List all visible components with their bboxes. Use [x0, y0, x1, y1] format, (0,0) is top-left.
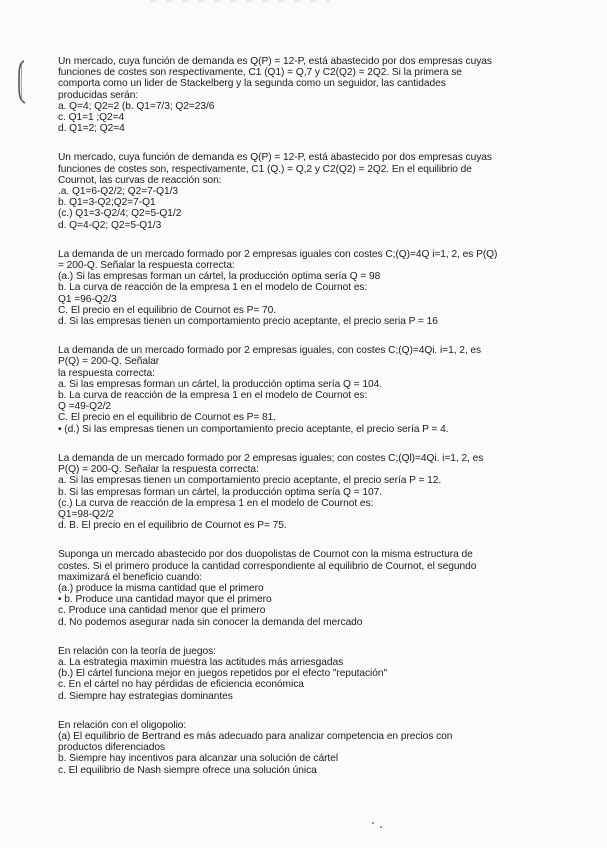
q3-option-c: C. El precio en el equilibrio de Cournot es P= 70. [58, 304, 277, 316]
q2-option-b: b. Q1=3-Q2;Q2=7-Q1 [58, 197, 156, 209]
q2-line-1: Un mercado, cuya función de demanda es Q(P) = 12-P, está abastecido por dos empresas cuyas [58, 152, 492, 164]
q5-option-a: a. Si las empresas tienen un comportamiento precio aceptante, el precio sería P = 12. [58, 475, 442, 487]
q4-line-1: La demanda de un mercado formado por 2 empresas iguales, con costes C;(Q)=4Qi. i=1, 2, es [58, 345, 482, 357]
q2-option-c: (c.) Q1=3-Q2/4; Q2=5-Q1/2 [58, 208, 182, 220]
question-8 [58, 720, 558, 776]
q3-option-b-formula: Q1 =96-Q2/3 [58, 293, 117, 305]
margin-bracket-mark [15, 60, 29, 104]
q5-option-c: (c.) La curva de reacción de la empresa 1 en el modelo de Cournot es: [58, 497, 374, 509]
q8-option-a-cont: productos diferenciados [58, 742, 166, 754]
question-2 [58, 152, 558, 230]
question-1 [58, 56, 558, 134]
q4-option-d: • (d.) Si las empresas tienen un comportamiento precio aceptante, el precio sería P = 4. [58, 423, 449, 435]
scan-speck [372, 822, 374, 824]
q7-option-b: (b.) El cártel funciona mejor en juegos repetidos por el efecto "reputación" [58, 668, 388, 680]
q6-line-3: maximizará el beneficio cuando: [58, 571, 202, 583]
q7-option-a: a. La estrategia maximin muestra las actitudes más arriesgadas [58, 656, 344, 668]
q7-option-c: c. En el cártel no hay pérdidas de eficiencia económica [58, 679, 304, 691]
q5-line-1: La demanda de un mercado formado por 2 empresas iguales; con costes C;(Ql)=4Qi. i=1, 2, es [58, 452, 484, 464]
q5-option-d: d. B. El precio en el equilibrio de Cournot es P= 75. [58, 520, 287, 532]
q4-option-a: a. Si las empresas forman un cártel, la producción optima sería Q = 104. [58, 378, 382, 390]
q2-line-3: Cournot, las curvas de reacción son: [58, 174, 222, 186]
q6-line-1: Suponga un mercado abastecido por dos duopolistas de Cournot con la misma estructura de [58, 549, 473, 561]
q8-line-1: En relación con el oligopolio: [58, 719, 187, 731]
q7-option-d: d. Siempre hay estrategias dominantes [58, 690, 233, 702]
question-3 [58, 249, 558, 327]
q5-option-b: b. Si las empresas forman un cártel, la producción optima sería Q = 107. [58, 486, 382, 498]
q1-line-1: Un mercado, cuya función de demanda es Q(P) = 12-P, está abastecido por dos empresas cuyas [58, 56, 492, 67]
q5-option-c-formula: Q1=98-Q2/2 [58, 508, 114, 520]
exam-questions [58, 56, 558, 797]
q8-option-b: b. Siempre hay incentivos para alcanzar una solución de cártel [58, 753, 339, 765]
q4-line-2: P(Q) = 200-Q. Señalar [58, 356, 160, 368]
q6-line-2: costes. Si el primero produce la cantidad correspondiente al equilibrio de Cournot, el segundo [58, 560, 477, 572]
q4-option-b: b. La curva de reacción de la empresa 1 en el modelo de Cournot es: [58, 390, 368, 402]
q1-line-4: producidas serán: [58, 89, 139, 101]
q3-line-1: La demanda de un mercado formado por 2 empresas iguales con costes C;(Q)=4Q i=1, 2, es P(Q) [58, 248, 498, 260]
question-7 [58, 646, 558, 702]
question-6 [58, 549, 558, 627]
q6-option-c: c. Produce una cantidad menor que el primero [58, 605, 266, 617]
q4-option-c: C. El precio en el equilibrio de Cournot es P= 81. [58, 412, 277, 424]
q6-option-a: (a.) produce la misma cantidad que el primero [58, 582, 264, 594]
q1-option-c: c. Q1=1 ;Q2=4 [58, 112, 125, 124]
q4-option-b-formula: Q =49-Q2/2 [58, 401, 112, 413]
q5-line-2: P(Q) = 200-Q. Señalar la respuesta correcta: [58, 464, 259, 476]
question-5 [58, 453, 558, 531]
q3-option-d: d. Si las empresas tienen un comportamiento precio aceptante, el precio seria P = 16 [58, 316, 438, 328]
q3-option-b: b. La curva de reacción de la empresa 1 en el modelo de Cournot es: [58, 282, 368, 294]
q8-option-a: (a) El equilibrio de Bertrand es más adecuado para analizar competencia en precios con [58, 730, 453, 742]
q1-option-d: d. Q1=2; Q2=4 [58, 123, 125, 135]
q2-option-a: .a. Q1=6-Q2/2; Q2=7-Q1/3 [58, 186, 178, 198]
q2-line-2: funciones de costes son, respectivamente, C1 (Q.) = Q,2 y C2(Q2) = 2Q2. En el equilibrio de [58, 163, 472, 175]
q3-option-a: (a.) Si las empresas forman un cártel, la producción optima sería Q = 98 [58, 271, 381, 283]
q1-option-a-b: a. Q=4; Q2=2 (b. Q1=7/3; Q2=23/6 [58, 100, 215, 112]
q6-option-b: • b. Produce una cantidad mayor que el primero [58, 594, 272, 606]
q1-line-2: funciones de costes son respectivamente, C1 (Q1) = Q,7 y C2(Q2) = 2Q2. Si la primera se [58, 67, 462, 79]
q4-line-3: la respuesta correcta: [58, 367, 155, 379]
top-edge-artifact [150, 0, 330, 4]
scan-speck [380, 826, 382, 828]
q2-option-d: d. Q=4-Q2; Q2=5-Q1/3 [58, 219, 162, 231]
q7-line-1: En relación con la teoría de juegos: [58, 645, 216, 657]
question-4 [58, 345, 558, 435]
q1-line-3: comporta como un lider de Stackelberg y la segunda como un seguidor, las cantidades [58, 78, 446, 90]
q8-option-c: c. El equilibrio de Nash siempre ofrece una solución única [58, 764, 317, 776]
q6-option-d: d. No podemos asegurar nada sin conocer la demanda del mercado [58, 616, 363, 628]
q3-line-2: = 200-Q. Señalar la respuesta correcta: [58, 260, 235, 272]
